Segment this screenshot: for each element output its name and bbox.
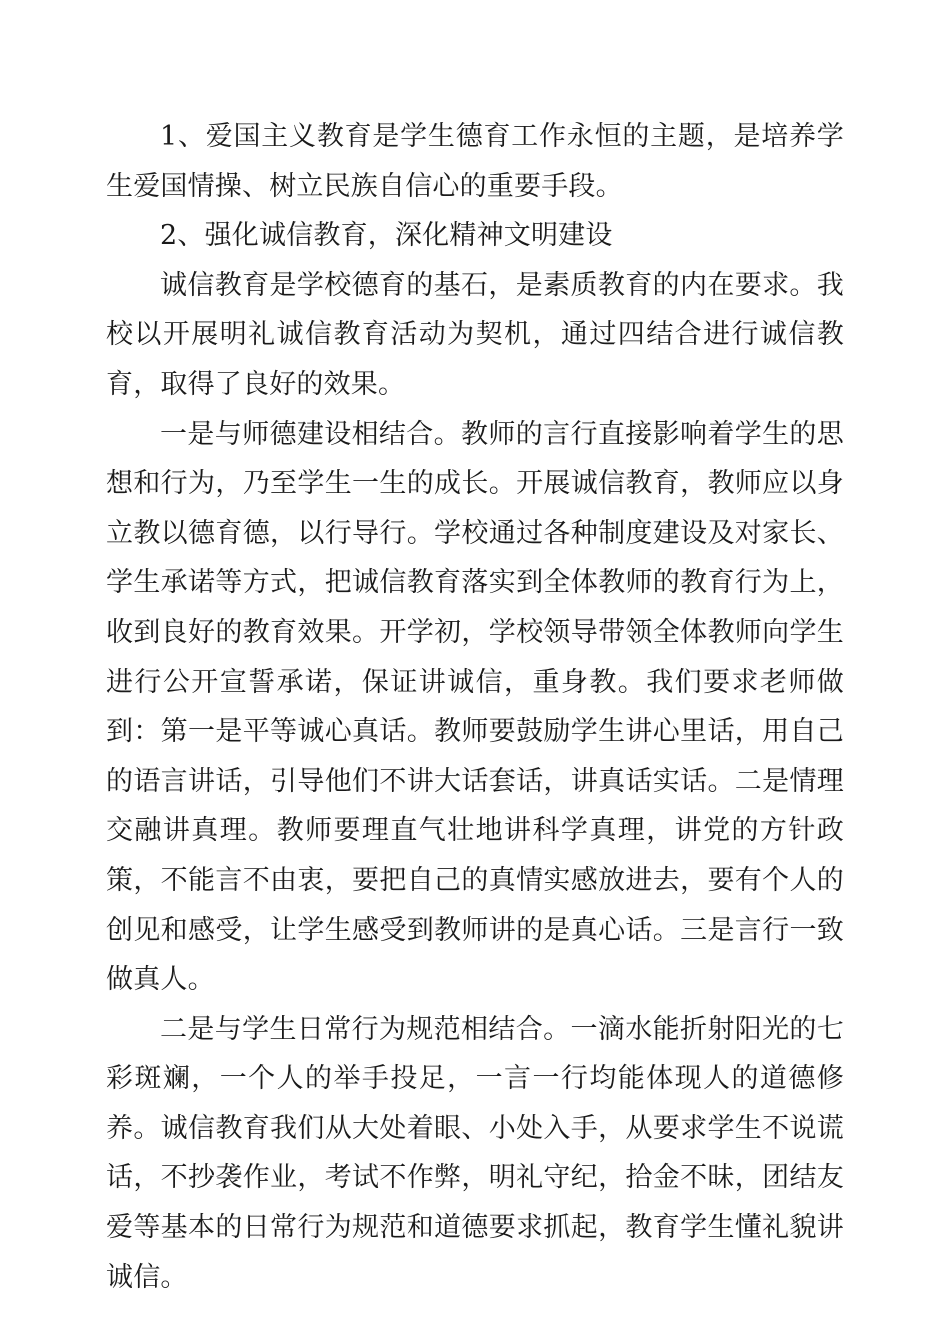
paragraph-teacher-ethics: 一是与师德建设相结合。教师的言行直接影响着学生的思想和行为，乃至学生一生的成长。开展诚信教育，教师应以身立教以德育德，以行导行。学校通过各种制度建设及对家长、学生承诺等方式，把诚信教育落实到全体教师的教育行为上，收到良好的教育效果。开学初，学校领导带领全体教师向学生进行公开宣誓承诺，保证讲诚信，重身教。我们要求老师做到：第一是平等诚心真话。教师要鼓励学生讲心里话，用自己的语言讲话，引导他们不讲大话套话，讲真话实话。二是情理交融讲真理。教师要理直气壮地讲科学真理，讲党的方针政策，不能言不由衷，要把自己的真情实感放进去，要有个人的创见和感受，让学生感受到教师讲的是真心话。三是言行一致做真人。 xyxy=(106,418,844,996)
paragraph-integrity-intro: 诚信教育是学校德育的基石，是素质教育的内在要求。我校以开展明礼诚信教育活动为契机，通过四结合进行诚信教育，取得了良好的效果。 xyxy=(106,269,844,400)
paragraph-integrity-heading: 2、强化诚信教育，深化精神文明建设 xyxy=(160,220,613,252)
document-body xyxy=(106,112,844,1302)
paragraph-patriotic-education: 1、爱国主义教育是学生德育工作永恒的主题，是培养学生爱国情操、树立民族自信心的重要手段。 xyxy=(106,121,844,202)
paragraph-student-conduct: 二是与学生日常行为规范相结合。一滴水能折射阳光的七彩斑斓，一个人的举手投足，一言一行均能体现人的道德修养。诚信教育我们从大处着眼、小处入手，从要求学生不说谎话，不抄袭作业，考试不作弊，明礼守纪，拾金不昧，团结友爱等基本的日常行为规范和道德要求抓起，教育学生懂礼貌讲诚信。 xyxy=(106,1013,844,1293)
